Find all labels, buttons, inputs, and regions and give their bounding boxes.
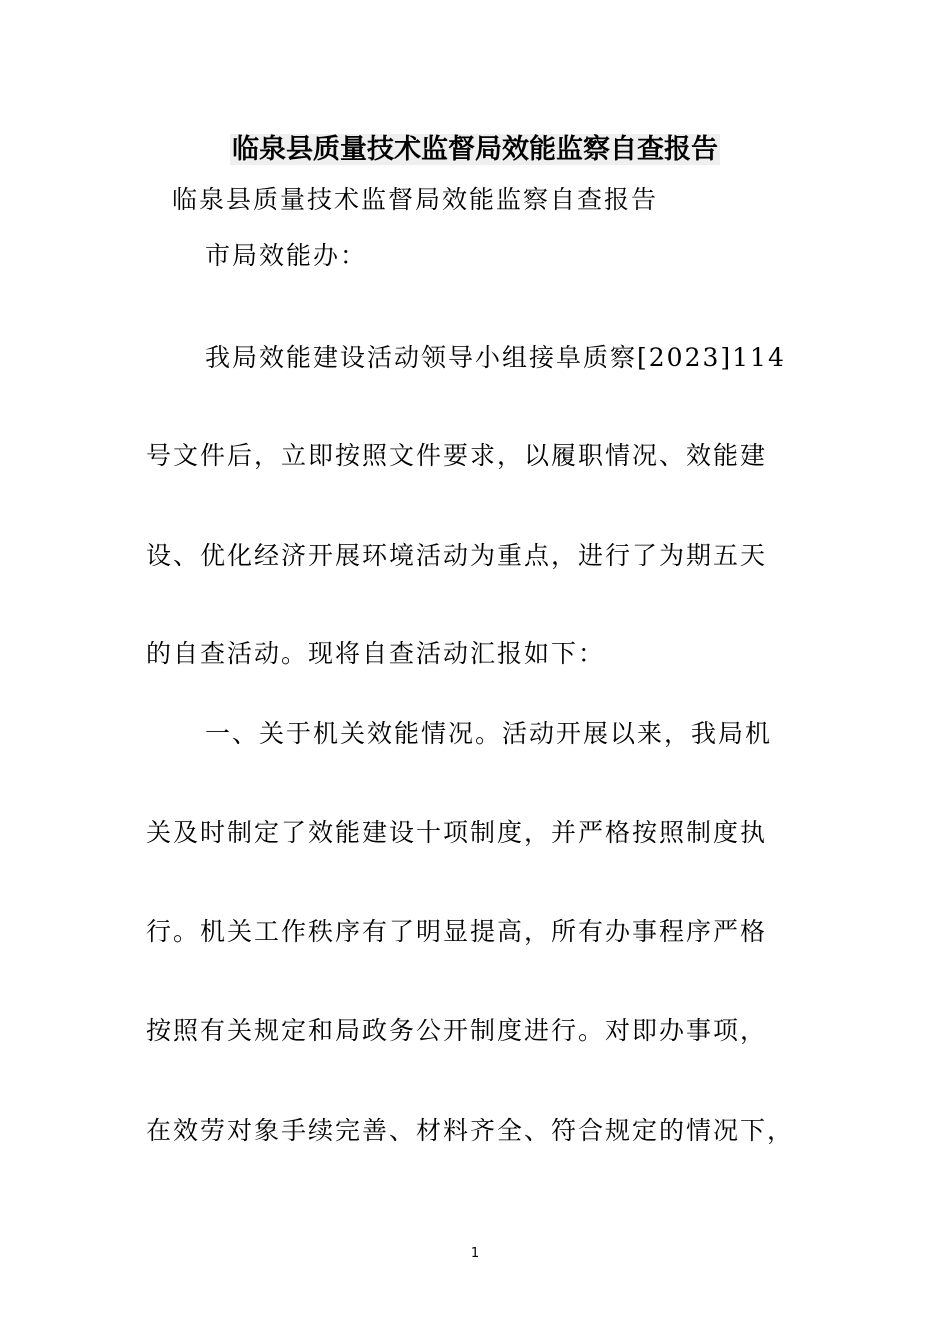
paragraph-line: 一、关于机关效能情况。活动开展以来，我局机 — [205, 719, 773, 748]
paragraph-line: 我局效能建设活动领导小组接阜质察[2023]114 — [205, 343, 786, 372]
paragraph-line: 设、优化经济开展环境活动为重点，进行了为期五天 — [146, 541, 768, 570]
paragraph-line: 在效劳对象手续完善、材料齐全、符合规定的情况下， — [146, 1116, 795, 1145]
paragraph-line: 行。机关工作秩序有了明显提高，所有办事程序严格 — [146, 917, 768, 946]
paragraph-line: 的自查活动。现将自查活动汇报如下： — [146, 639, 606, 668]
document-title-text: 临泉县质量技术监督局效能监察自查报告 — [232, 134, 718, 165]
page-number: 1 — [470, 1246, 480, 1261]
paragraph-line: 按照有关规定和局政务公开制度进行。对即办事项， — [146, 1016, 768, 1045]
document-subtitle: 临泉县质量技术监督局效能监察自查报告 — [172, 185, 659, 214]
salutation: 市局效能办： — [205, 241, 368, 270]
document-title — [0, 128, 950, 172]
paragraph-line: 关及时制定了效能建设十项制度，并严格按照制度执 — [146, 818, 768, 847]
paragraph-line: 号文件后，立即按照文件要求，以履职情况、效能建 — [146, 441, 768, 470]
